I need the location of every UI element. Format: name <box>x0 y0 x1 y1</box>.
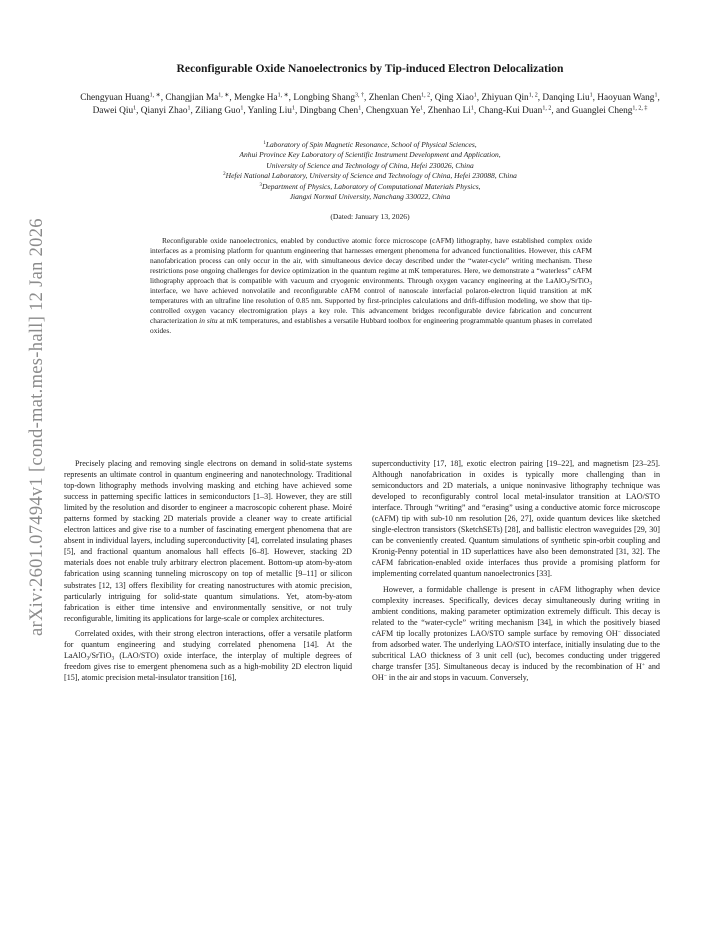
body-paragraph: superconductivity [17, 18], exotic electron pairing [19–22], and magnetism [23–25]. Although nanofabrication in oxides is typically more challenging than in semiconductors and 2D materials, a unique noninvasive lithography technique was developed to reconfigurably control local metal-insulator transition at LAO/STO interface. Through “writing” and “erasing” using a conductive atomic force microscope (cAFM) tip with sub-10 nm resolution [26, 27], oxide quantum devices like sketched single-electron transistors (SketchSETs) [28], and ballistic electron waveguides [29, 30] can be conveniently created. Quantum simulations of synthetic spin-orbit coupling and Kronig-Penny potential in 1D superlattices have also been demonstrated [31, 32]. The cAFM fabrication-enabled oxide interfaces thus provide a promising platform for implementing correlated quantum nanoelectronics [33]. <box>372 459 660 579</box>
author-list <box>70 92 670 118</box>
affiliation-line: $^2$Hefei National Laboratory, University of Science and Technology of China, Hefei 230088, China <box>223 171 517 181</box>
author-name: Yanling Liu$^1$, <box>247 105 298 116</box>
author-name: Haoyuan Wang$^1$, <box>597 92 660 103</box>
body-paragraph: Correlated oxides, with their strong electron interactions, offer a versatile platform for quantum engineering and studying correlated phenomena [14]. At the LaAlO$_3$/SrTiO$_3$ (LAO/STO) oxide interface, the interplay of multiple degrees of freedom gives rise to emergent phenomena such as a high-mobility 2D electron liquid [15], atomic precision metal-insulator transition [16], <box>64 628 352 682</box>
author-name: Ziliang Guo$^1$, <box>195 105 246 116</box>
affiliation-line: Jiangxi Normal University, Nanchang 330022, China <box>289 192 451 202</box>
affiliation-list <box>70 140 670 202</box>
author-name: Mengke $Ha^{1, ∗}$, <box>233 92 291 103</box>
author-name: Dawei Qiu$^1$, <box>92 105 139 116</box>
dated-line: (Dated: January 13, 2026) <box>330 212 410 221</box>
author-name: Longbing Shang$^{3, \dagger}$, <box>293 92 367 103</box>
affiliation-line: $^3$Department of Physics, Laboratory of Computational Materials Physics, <box>259 181 481 191</box>
abstract <box>150 236 592 336</box>
abstract-text: Reconfigurable oxide nanoelectronics, enabled by conductive atomic force microscope (cAFM) lithography, have established complex oxide interfaces as a promising platform for quantum engineering that harnesses emergent phenomena for advanced functionalities. However, this cAFM nanofabrication process can only occur in the air, with simultaneous device decay described under the “water-cycle” writing mechanism. These restrictions pose ongoing challenges for device optimization in the quantum regime at mK temperatures. Here, we demonstrate a “waterless” cAFM lithography approach that is compatible with vacuum and cryogenic environments. Through oxygen vacancy engineering at the LaAlO$_3$/SrTiO$_3$ interface, we have achieved nonvolatile and reconfigurable cAFM control of nanoscale interfacial polaron-electron liquid transition at mK temperatures with an ultrafine line resolution of 0.85 nm. Supported by first-principles calculations and drift-diffusion modeling, we show that tip-controlled oxygen vacancy electromigration plays a key role. This advancement bridges reconfigurable device fabrication and concurrent characterization in situ at mK temperatures, and establishes a versatile Hubbard toolbox for engineering programmable quantum phases in correlated oxides. <box>150 236 592 336</box>
arxiv-identifier[interactable]: arXiv:2601.07494v1 [cond-mat.mes-hall] 12 Jan 2026 <box>27 218 47 636</box>
author-name: Chengxuan Ye$^1$, <box>365 105 426 116</box>
body-paragraph: Precisely placing and removing single electrons on demand in solid-state systems represents an ultimate control in quantum engineering and nanotechnology. Traditional top-down lithography methods involving masking and etching have achieved some success in patterning specific lattices in semiconductors [1–3]. However, they are still limited by the resolution and disorder to engineer a macroscopic coherent phase. Moiré patterns formed by stacking 2D materials provide a cleaner way to create artificial electron lattices and give rise to a number of fascinating emergent phenomena that are absent in individual layers, including superconductivity [4], correlated insulating phases [5], and fractional quantum anomalous hall effects [6–8]. However, stacking 2D materials does not enable truly arbitrary electron placement. Bottom-up atom-by-atom fabrication using scanning tunneling microscopy on top of metallic [9–11] or silicon substrates [12, 13] offers flexibility for creating nanostructures with atomic precision, particularly intriguing for solid-state quantum simulations. Yet, atom-by-atom fabrication is either time intensive and environmentally sensitive, or not truly reconfigurable, limiting its applications for large-scale or complex architectures. <box>64 459 352 623</box>
affiliation-line: Anhui Province Key Laboratory of Scientific Instrument Development and Application, <box>239 150 501 160</box>
left-column <box>64 458 352 687</box>
author-name: Zhenlan Chen$^{1, 2}$, <box>368 92 433 103</box>
author-name: Chang-Kui Duan$^{1, 2}$, <box>478 105 554 116</box>
author-name: Qing Xiao$^1$, <box>434 92 480 103</box>
author-name: Zhiyuan Qin$^{1, 2}$, <box>481 92 541 103</box>
author-name: Changjian $Ma^{1, ∗}$, <box>165 92 232 103</box>
author-name: Zhenhao Li$^1$, <box>427 105 477 116</box>
affiliation-line: $^1$Laboratory of Spin Magnetic Resonance, School of Physical Sciences, <box>263 140 477 149</box>
author-name: Dingbang Chen$^1$, <box>299 105 364 116</box>
author-name: Qianyi Zhao$^1$, <box>140 105 193 116</box>
author-name: Chengyuan Huang$^{1, ∗}$, <box>80 92 164 103</box>
body-paragraph: However, a formidable challenge is present in cAFM lithography when device complexity increases. Specifically, devices decay simultaneously during writing in ambient conditions, making parameter optimization extremely difficult. This decay is related to the “water-cycle” writing mechanism [34], in which the positively biased cAFM tip locally protonizes LAO/STO sample surface by removing OH− dissociated from adsorbed water. The underlying LAO/STO interface, initially insulating due to the subcritical LAO thickness of 3 unit cell (uc), becomes conducting under triggered charge transfer [35]. Simultaneous decay is induced by the recombination of H+ and OH− in the air and stops in vacuum. Conversely, <box>372 584 660 682</box>
right-column <box>372 458 660 687</box>
paper-title: Reconfigurable Oxide Nanoelectronics by Tip-induced Electron Delocalization <box>176 62 564 75</box>
author-name: and Guanglei Cheng$^{1, 2, \ddagger}$ <box>555 105 648 116</box>
author-name: Danqing Liu$^1$, <box>542 92 595 103</box>
affiliation-line: University of Science and Technology of China, Hefei 230026, China <box>266 160 474 170</box>
